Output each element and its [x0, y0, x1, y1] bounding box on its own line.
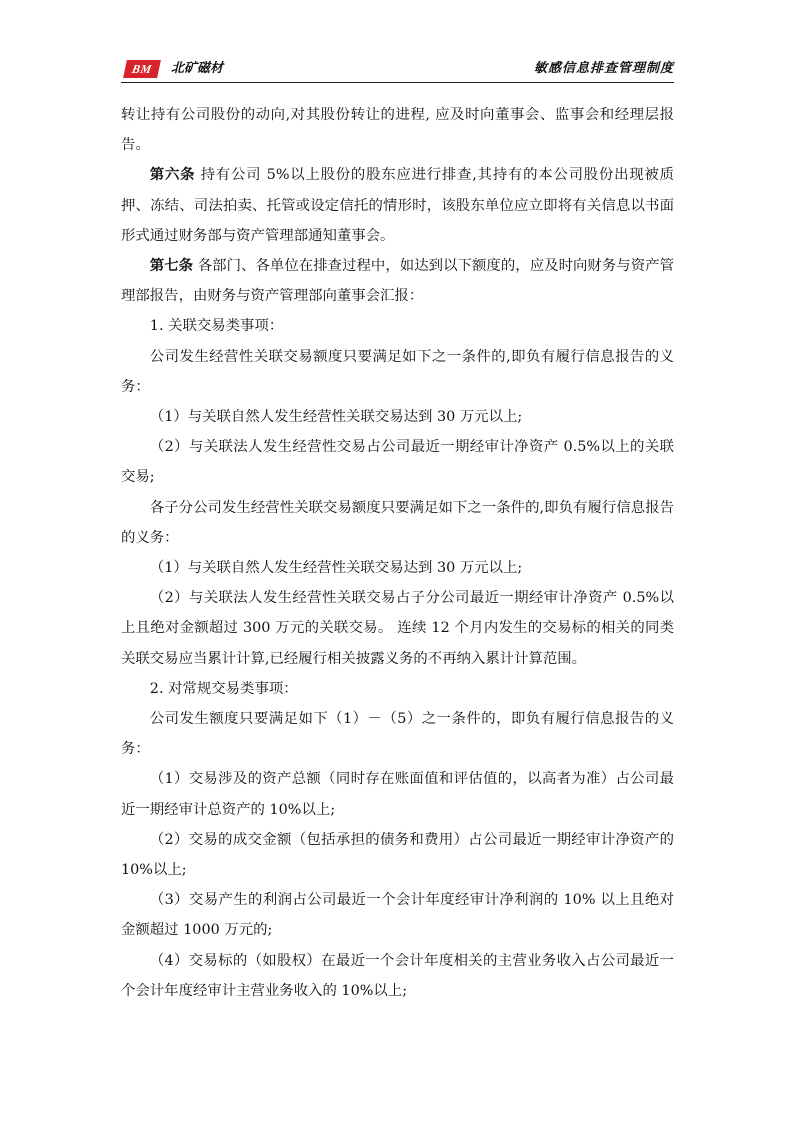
paragraph	[121, 553, 674, 583]
company-logo: BM	[123, 60, 161, 78]
paragraph-text: 转让持有公司股份的动向,对其股份转让的进程, 应及时向董事会、监事会和经理层报告。	[121, 107, 674, 154]
header-divider	[121, 82, 674, 83]
page-header	[121, 60, 674, 84]
paragraph-text: 各部门、各单位在排查过程中，如达到以下额度的，应及时向财务与资产管理部报告，由财务与资产管理部向董事会汇报：	[121, 258, 674, 305]
article-number: 第六条	[149, 166, 196, 184]
paragraph	[121, 704, 674, 764]
paragraph	[121, 342, 674, 402]
paragraph	[121, 946, 674, 1006]
paragraph	[121, 100, 674, 160]
paragraph	[121, 885, 674, 945]
paragraph-text: （4）交易标的（如股权）在最近一个会计年度相关的主营业务收入占公司最近一个会计年度经审计主营业务收入的 10%以上;	[121, 952, 674, 999]
paragraph-text: 1. 关联交易类事项：	[149, 318, 284, 335]
article-number: 第七条	[149, 257, 194, 275]
paragraph-text: 持有公司 5%以上股份的股东应进行排查,其持有的本公司股份出现被质押、冻结、司法拍卖、托管或设定信托的情形时，该股东单位应立即将有关信息以书面形式通过财务部与资产管理部通知董事会。	[121, 167, 674, 244]
paragraph	[121, 674, 674, 704]
paragraph	[121, 583, 674, 674]
company-name: 北矿磁材	[171, 61, 224, 76]
paragraph-text: 公司发生额度只要满足如下（1）－（5）之一条件的，即负有履行信息报告的义务：	[121, 711, 674, 758]
paragraph-text: （1）与关联自然人发生经营性关联交易达到 30 万元以上;	[149, 560, 523, 577]
document-title: 敏感信息排查管理制度	[533, 61, 674, 76]
paragraph-text: （1）交易涉及的资产总额（同时存在账面值和评估值的，以高者为准）占公司最近一期经审计总资产的 10%以上;	[121, 771, 674, 818]
paragraph-text: （1）与关联自然人发生经营性关联交易达到 30 万元以上;	[149, 409, 523, 426]
paragraph	[121, 432, 674, 492]
paragraph-text: 2. 对常规交易类事项：	[149, 680, 298, 697]
paragraph	[121, 493, 674, 553]
paragraph	[121, 825, 674, 885]
paragraph-text: 各子分公司发生经营性关联交易额度只要满足如下之一条件的,即负有履行信息报告的义务：	[121, 499, 674, 546]
paragraph	[121, 764, 674, 824]
paragraph-text: （2）与关联法人发生经营性关联交易占子分公司最近一期经审计净资产 0.5%以上且绝对金额超过 300 万元的关联交易。 连续 12 个月内发生的交易标的相关的同类关联交易应当累计计算,已经履行相关披露义务的不再纳入累计计算范围。	[121, 590, 674, 667]
paragraph-text: （2）与关联法人发生经营性交易占公司最近一期经审计净资产 0.5%以上的关联交易;	[121, 439, 674, 486]
paragraph-text: 公司发生经营性关联交易额度只要满足如下之一条件的,即负有履行信息报告的义务：	[121, 348, 674, 395]
paragraph	[121, 251, 674, 311]
paragraph-text: （2）交易的成交金额（包括承担的债务和费用）占公司最近一期经审计净资产的 10%以上;	[121, 831, 674, 879]
paragraph	[121, 160, 674, 251]
paragraph-text: （3）交易产生的利润占公司最近一个会计年度经审计净利润的 10% 以上且绝对金额超过 1000 万元的;	[121, 892, 674, 939]
paragraph	[121, 402, 674, 432]
paragraph	[121, 311, 674, 341]
document-body	[121, 100, 674, 1006]
